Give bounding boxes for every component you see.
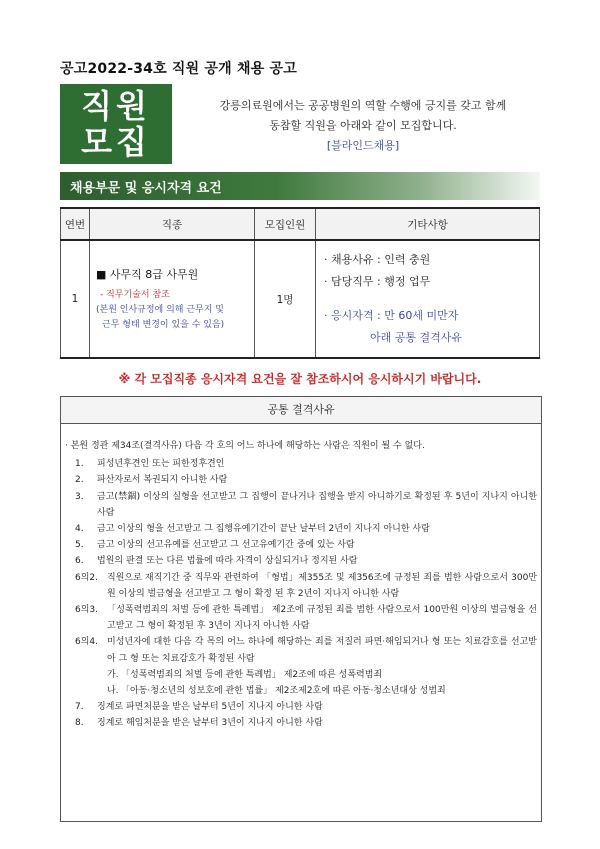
job-name: ■ 사무직 8급 사무원 bbox=[96, 267, 199, 281]
list-subitem: 가. 「성폭력범죄의 처벌 등에 관한 특례법」 제2조에 따른 성폭력범죄 bbox=[107, 669, 383, 680]
etc-qualification: · 응시자격 : 만 60세 미만자 bbox=[324, 309, 459, 322]
list-item: 5. 금고 이상의 선고유예를 선고받고 그 선고유예기간 중에 있는 사람 bbox=[75, 540, 355, 551]
col-header-no: 연번 bbox=[61, 208, 90, 240]
list-item: 6의2. 직원으로 재직기간 중 직무와 관련하여 「형법」제355조 및 제356조에 규정된 죄를 범한 사람으로서 300만원 이상의 벌금형을 선고받고 그 형이 확정 된 후 2년이 지나지 아니한 사람 bbox=[75, 572, 537, 599]
list-item: 8. 징계로 해임처분을 받은 날부터 3년이 지나지 아니한 사람 bbox=[75, 718, 323, 729]
etc-cell bbox=[316, 240, 540, 358]
row-no: 1 bbox=[61, 240, 90, 358]
section-header bbox=[60, 172, 540, 200]
etc-qualification-2: 아래 공통 결격사유 bbox=[370, 331, 463, 344]
etc-duty: · 담당직무 : 행정 업무 bbox=[324, 275, 431, 288]
row-count: 1명 bbox=[255, 240, 316, 358]
list-item: 6. 법원의 판결 또는 다른 법률에 따라 자격이 상실되거나 정지된 사람 bbox=[75, 556, 358, 567]
col-header-etc: 기타사항 bbox=[316, 208, 540, 240]
list-subitem: 나. 「아동·청소년의 성보호에 관한 법률」 제2조제2호에 따른 아동·청소년대상 성범죄 bbox=[107, 686, 446, 697]
blind-recruit-label: [블라인드채용] bbox=[326, 139, 400, 152]
disqualification-list bbox=[61, 424, 541, 732]
list-item: 6의3. 「성폭력범죄의 처벌 등에 관한 특례법」 제2조에 규정된 죄를 범한 사람으로서 100만원 이상의 벌금형을 선고받고 그 형이 확정된 후 3년이 지나지 아니한 사람 bbox=[75, 605, 537, 632]
col-header-job: 직종 bbox=[90, 208, 255, 240]
list-item: 3. 금고(禁錮) 이상의 실형을 선고받고 그 집행이 끝나거나 집행을 받지 아니하기로 확정된 후 5년이 지나지 아니한 사람 bbox=[75, 491, 537, 518]
job-note-3: 근무 형태 변경이 있을 수 있음) bbox=[102, 319, 225, 330]
intro-text bbox=[178, 96, 548, 156]
section-title: 채용부문 및 응시자격 요건 bbox=[70, 181, 222, 196]
jobs-table bbox=[60, 207, 540, 359]
etc-reason: · 채용사유 : 인력 충원 bbox=[324, 253, 431, 266]
intro-line-2: 동참할 직원을 아래와 같이 모집합니다. bbox=[269, 119, 457, 132]
list-item: 7. 징계로 파면처분을 받은 날부터 5년이 지나지 아니한 사람 bbox=[75, 702, 323, 713]
col-header-count: 모집인원 bbox=[255, 208, 316, 240]
list-item: 2. 파산자로서 복권되지 아니한 사람 bbox=[75, 475, 228, 486]
job-cell bbox=[90, 240, 255, 358]
notice-title: 공고2022-34호 직원 공개 채용 공고 bbox=[60, 61, 297, 77]
recruit-logo bbox=[60, 84, 172, 164]
table-row bbox=[61, 240, 540, 358]
intro-line-1: 강릉의료원에서는 공공병원의 역할 수행에 긍지를 갖고 함께 bbox=[219, 99, 507, 112]
logo-line-1: 직원 bbox=[81, 87, 151, 125]
logo-line-2: 모집 bbox=[81, 123, 151, 161]
list-item: 1. 피성년후견인 또는 피한정후견인 bbox=[75, 459, 225, 470]
disqualification-box bbox=[60, 396, 542, 822]
job-note: - 직무기술서 참조 bbox=[100, 289, 170, 300]
list-item: 4. 금고 이상의 형을 선고받고 그 집행유예기간이 끝난 날부터 2년이 지나지 아니한 사람 bbox=[75, 524, 430, 535]
job-note-2: (본원 인사규정에 의해 근무지 및 bbox=[96, 304, 224, 315]
list-item: 6의4. 미성년자에 대한 다음 각 목의 어느 하나에 해당하는 죄를 저질러 파면·해임되거나 형 또는 치료감호를 선고받아 그 형 또는 치료감호가 확정된 사람 bbox=[75, 637, 537, 664]
notice-text: ※ 각 모집직종 응시자격 요건을 잘 참조하시어 응시하시기 바랍니다. bbox=[118, 372, 482, 386]
disqualification-title: 공통 결격사유 bbox=[61, 397, 541, 424]
disqualification-lead: · 본원 정관 제34조(결격사유) 다음 각 호의 어느 하나에 해당하는 사람은 직원이 될 수 없다. bbox=[65, 441, 425, 451]
